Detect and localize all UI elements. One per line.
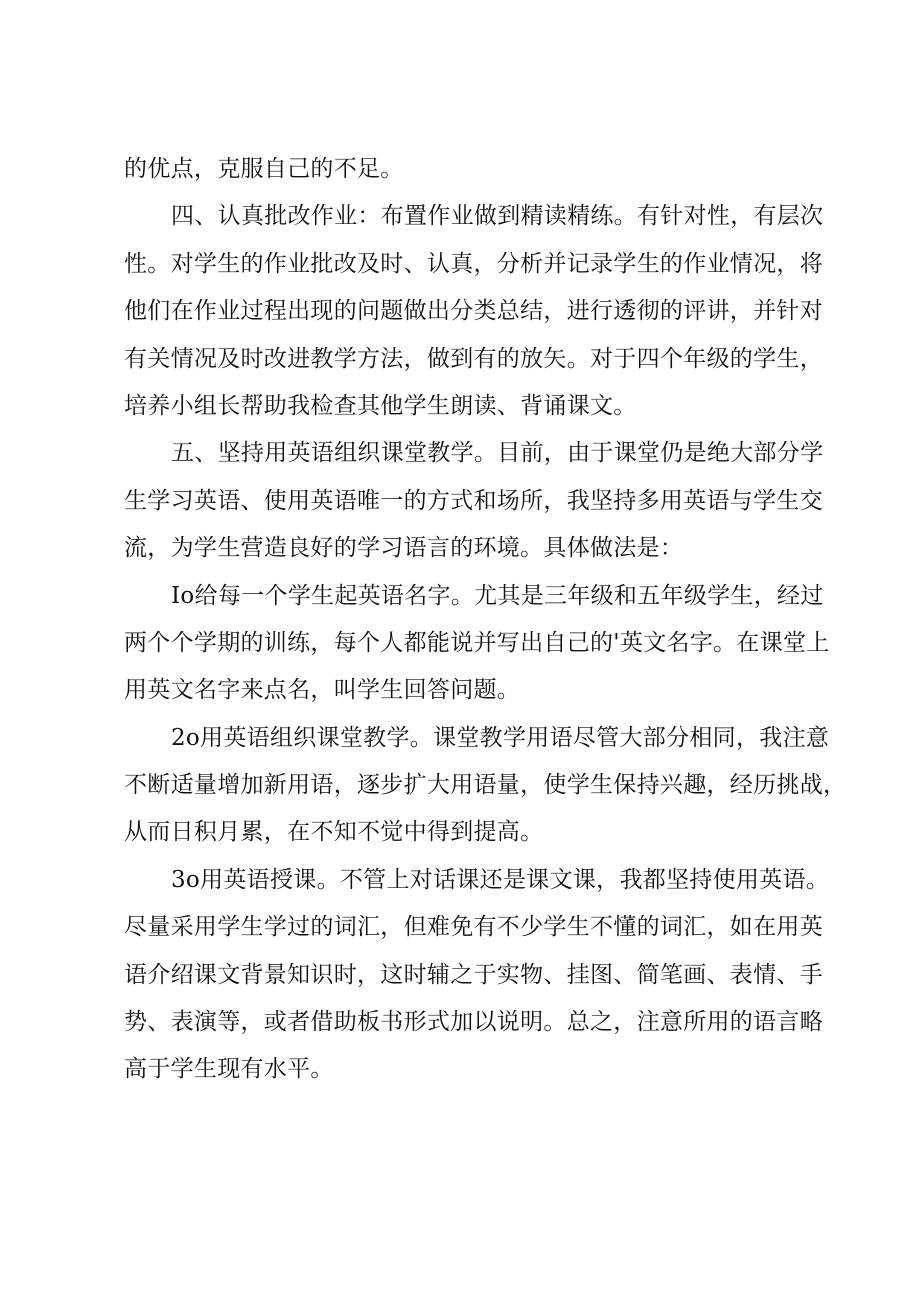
text-line: 四、认真批改作业：布置作业做到精读精练。有针对性，有层次	[171, 203, 824, 230]
text-line: 有关情况及时改进教学方法，做到有的放矢。对于四个年级的学生，	[124, 345, 823, 372]
text-line: 他们在作业过程出现的问题做出分类总结，进行透彻的评讲，并针对	[124, 298, 823, 325]
text-line: 高于学生现有水平。	[124, 1056, 334, 1083]
text-line: 2o用英语组织课堂教学。课堂教学用语尽管大部分相同，我注意	[171, 724, 830, 751]
text-line: 用英文名字来点名，叫学生回答问题。	[124, 677, 521, 704]
text-line: 不断适量增加新用语，逐步扩大用语量，使学生保持兴趣，经历挑战，	[124, 772, 847, 799]
text-line: Io给每一个学生起英语名字。尤其是三年级和五年级学生，经过	[171, 582, 824, 609]
text-line: 的优点，克服自己的不足。	[124, 156, 404, 182]
text-line: 培养小组长帮助我检查其他学生朗读、背诵课文。	[124, 392, 637, 419]
text-line: 语介绍课文背景知识时，这时辅之于实物、挂图、简笔画、表情、手	[124, 961, 823, 988]
text-line: 流，为学生营造良好的学习语言的环境。具体做法是：	[124, 535, 684, 562]
text-line: 尽量采用学生学过的词汇，但难免有不少学生不懂的词汇，如在用英	[124, 914, 823, 941]
text-line: 五、坚持用英语组织课堂教学。目前，由于课堂仍是绝大部分学	[171, 440, 824, 467]
text-line: 性。对学生的作业批改及时、认真，分析并记录学生的作业情况，将	[124, 250, 823, 277]
text-line: 3o用英语授课。不管上对话课还是课文课，我都坚持使用英语。	[171, 866, 830, 893]
document-body	[124, 146, 847, 1094]
text-line: 两个个学期的训练，每个人都能说并写出自己的'英文名字。在课堂上	[124, 629, 830, 656]
text-line: 从而日积月累，在不知不觉中得到提高。	[124, 819, 544, 846]
text-line: 势、表演等，或者借助板书形式加以说明。总之，注意所用的语言略	[124, 1009, 823, 1036]
text-line: 生学习英语、使用英语唯一的方式和场所，我坚持多用英语与学生交	[124, 487, 823, 514]
